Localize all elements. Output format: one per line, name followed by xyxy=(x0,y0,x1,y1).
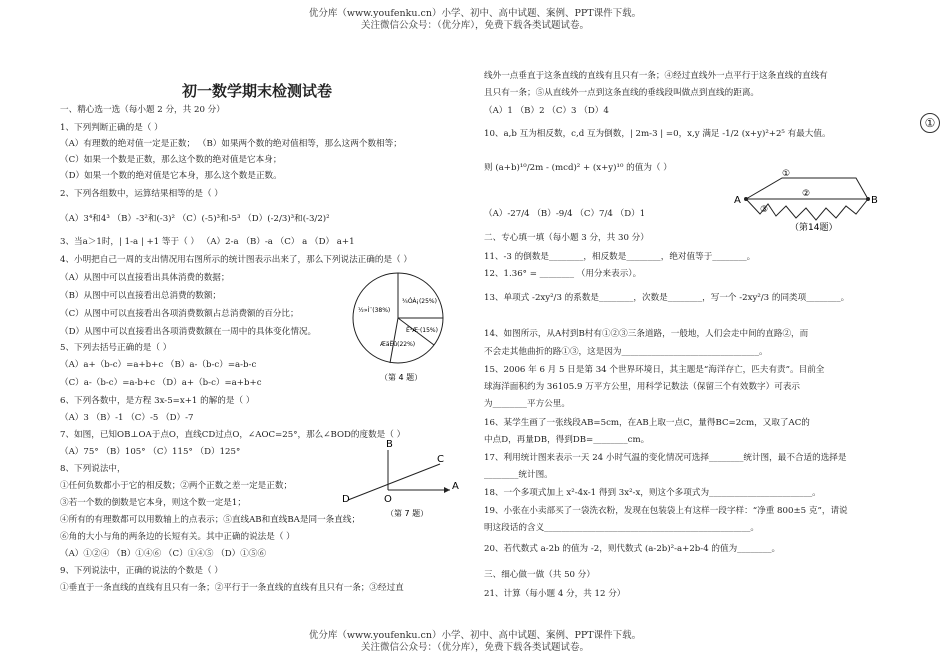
pie-label: ¾ÓÀ¡(25%) xyxy=(402,298,437,305)
question-text: 7、如图，已知OB⊥OA于点O，直线CD过点O，∠AOC=25°，那么∠BOD的度数是（ ） xyxy=(60,430,406,440)
question-text: 16、某学生画了一张线段AB=5cm，在AB上取一点C，量得BC=2cm，又取了AC的 xyxy=(484,418,810,428)
route-label: ③ xyxy=(760,205,769,215)
question-text: 21、计算（每小题 4 分，共 12 分） xyxy=(484,589,626,599)
question-text: 20、若代数式 a-2b 的值为 -2，则代数式 (a-2b)²-a+2b-4 的值为________。 xyxy=(484,544,781,554)
question-text: 17、利用统计图来表示一天 24 小时气温的变化情况可选择________统计图，最不合适的选择是 xyxy=(484,453,847,463)
question-text: 19、小张在小卖部买了一袋洗衣粉，发现在包装袋上有这样一段字样：“净重 800±5 克”，请说 xyxy=(484,506,848,516)
question-text: （A）a+（b-c）=a+b+c （B）a-（b-c）=a-b-c xyxy=(60,360,257,370)
question-text: 球海洋面积约为 36105.9 万平方公里，用科学记数法（保留三个有效数字）可表示 xyxy=(484,382,801,392)
question-text: （C）如果一个数是正数，那么这个数的绝对值是它本身； xyxy=(60,155,282,165)
section-3-heading: 三、细心做一做（共 50 分） xyxy=(484,570,595,580)
footer-line-2: 关注微信公众号：（优分库），免费下载各类试题试卷。 xyxy=(360,642,589,653)
figure-caption: （第 4 题） xyxy=(380,373,423,382)
question-text: 不会走其他曲折的路①③，这是因为________________________________。 xyxy=(484,347,768,357)
question-text: （A）从图中可以直接看出具体消费的数据； xyxy=(60,273,230,283)
pie-label: Ê³Æ·(15%) xyxy=(406,327,438,334)
question-text: 4、小明把自己一周的支出情况用右图所示的统计图表示出来了，那么下列说法正确的是（ ） xyxy=(60,255,412,265)
question-text: 且只有一条；⑤从直线外一点到这条直线的垂线段叫做点到直线的距离。 xyxy=(484,88,760,98)
question-text: ③若一个数的倒数是它本身，则这个数一定是1； xyxy=(60,498,246,508)
question-text: （B）从图中可以直接看出总消费的数额； xyxy=(60,291,222,301)
question-text: 线外一点垂直于这条直线的直线有且只有一条；④经过直线外一点平行于这条直线的直线有 xyxy=(484,71,828,81)
question-text: 10、a,b 互为相反数，c,d 互为倒数，| 2m-3 | =0，x,y 满足 -1/2 (x+y)²+2⁵ 有最大值。 xyxy=(484,129,831,139)
question-text: 15、2006 年 6 月 5 日是第 34 个世界环境日，其主题是“海洋存亡，匹夫有责”。目前全 xyxy=(484,365,825,375)
question-text: 12、1.36° = ________ （用分来表示）。 xyxy=(484,269,642,279)
question-text: 2、下列各组数中，运算结果相等的是（ ） xyxy=(60,189,223,199)
question-text: 13、单项式 -2xy²/3 的系数是________，次数是________，写一个 -2xy²/3 的同类项________。 xyxy=(484,293,850,303)
question-text: （A）3 （B）-1 （C）-5 （D）-7 xyxy=(60,413,194,423)
question-text: ④所有的有理数都可以用数轴上的点表示；⑤直线AB和直线BA是同一条直线； xyxy=(60,515,361,525)
question-text: 5、下列去括号正确的是（ ） xyxy=(60,343,172,353)
question-text: （C）a-（b-c）=a-b+c （D）a+（b-c）=a+b+c xyxy=(60,378,262,388)
question-text: ①垂直于一条直线的直线有且只有一条；②平行于一条直线的直线有且只有一条；③经过直 xyxy=(60,583,404,593)
section-1-heading: 一、精心选一选（每小题 2 分，共 20 分） xyxy=(60,105,225,115)
point-label: O xyxy=(384,494,392,505)
footer-line-1: 优分库（www.youfenku.cn）小学、初中、高中试题、案例、PPT课件下载。 xyxy=(308,630,642,641)
question-text: 为________平方公里。 xyxy=(484,399,570,409)
angle-figure xyxy=(340,438,460,530)
question-text: 明这段话的含义________________________________________________。 xyxy=(484,523,760,533)
question-text: （A）-27/4 （B）-9/4 （C）7/4 （D）1 xyxy=(484,209,646,219)
pie-label: ½»Í¨(38%) xyxy=(358,307,391,314)
question-text: （A）3⁴和4³ （B）-3²和(-3)² （C）(-5)³和-5³ （D）(-2/3)³和(-3/2)² xyxy=(60,214,330,224)
question-text: 11、-3 的倒数是________，相反数是________，绝对值等于________。 xyxy=(484,252,756,262)
question-text: （A）1 （B）2 （C）3 （D）4 xyxy=(484,106,609,116)
section-2-heading: 二、专心填一填（每小题 3 分，共 30 分） xyxy=(484,233,649,243)
question-text: 则 (a+b)¹⁰/2m - (mcd)² + (x+y)¹⁰ 的值为（ ） xyxy=(484,163,672,173)
question-text: （D）从图中可以直接看出各项消费数额在一周中的具体变化情况。 xyxy=(60,327,317,337)
route-label: ② xyxy=(802,189,811,199)
question-text: （D）如果一个数的绝对值是它本身，那么这个数是正数。 xyxy=(60,171,282,181)
page-title: 初一数学期末检测试卷 xyxy=(182,82,333,100)
point-label: B xyxy=(386,439,393,450)
question-text: 6、下列各数中，是方程 3x-5=x+1 的解的是（ ） xyxy=(60,396,255,406)
pie-label: ÆäËû(22%) xyxy=(380,341,416,348)
question-text: ________统计图。 xyxy=(484,470,553,480)
point-label: A xyxy=(734,195,741,206)
point-label: D xyxy=(342,494,350,505)
route-label: ① xyxy=(782,169,791,179)
question-text: 18、一个多项式加上 x²-4x-1 得到 3x²-x，则这个多项式为________________________。 xyxy=(484,488,821,498)
figure-caption: （第14题） xyxy=(790,223,838,233)
question-text: （A）有理数的绝对值一定是正数； （B）如果两个数的绝对值相等，那么这两个数相等； xyxy=(60,139,402,149)
question-text: 中点D，再量DB，得到DB=________cm。 xyxy=(484,435,650,445)
question-text: ⑥角的大小与角的两条边的长短有关。其中正确的说法是（ ） xyxy=(60,532,295,542)
header-line-2: 关注微信公众号：（优分库），免费下载各类试题试卷。 xyxy=(360,20,589,31)
footer xyxy=(0,630,950,654)
question-text: 3、当a＞1时，| 1-a | +1 等于（ ） （A）2-a （B）-a （C） a （D） a+1 xyxy=(60,237,355,247)
question-text: （C）从图中可以直接看出各项消费数额占总消费额的百分比； xyxy=(60,309,299,319)
header-line-1: 优分库（www.youfenku.cn）小学、初中、高中试题、案例、PPT课件下载。 xyxy=(308,8,642,19)
point-label: C xyxy=(437,454,444,465)
page-number-marker: ① xyxy=(920,113,940,133)
point-label: A xyxy=(452,481,459,492)
question-text: 1、下列判断正确的是（ ） xyxy=(60,123,163,133)
question-text: 8、下列说法中， xyxy=(60,464,126,474)
pie-chart-figure xyxy=(350,270,450,395)
road-figure xyxy=(730,166,880,236)
question-text: ①任何负数都小于它的相反数；②两个正数之差一定是正数； xyxy=(60,481,293,491)
point-label: B xyxy=(871,195,878,206)
header xyxy=(0,8,950,32)
question-text: 9、下列说法中，正确的说法的个数是（ ） xyxy=(60,566,223,576)
figure-caption: （第 7 题） xyxy=(386,509,429,518)
question-text: 14、如图所示，从A村到B村有①②③三条道路，一般地，人们会走中间的直路②，而 xyxy=(484,329,809,339)
right-column xyxy=(484,70,914,620)
question-text: （A）75° （B）105° （C）115° （D）125° xyxy=(60,447,241,457)
question-text: （A）①②④ （B）①④⑥ （C）①④⑤ （D）①⑤⑥ xyxy=(60,549,267,559)
